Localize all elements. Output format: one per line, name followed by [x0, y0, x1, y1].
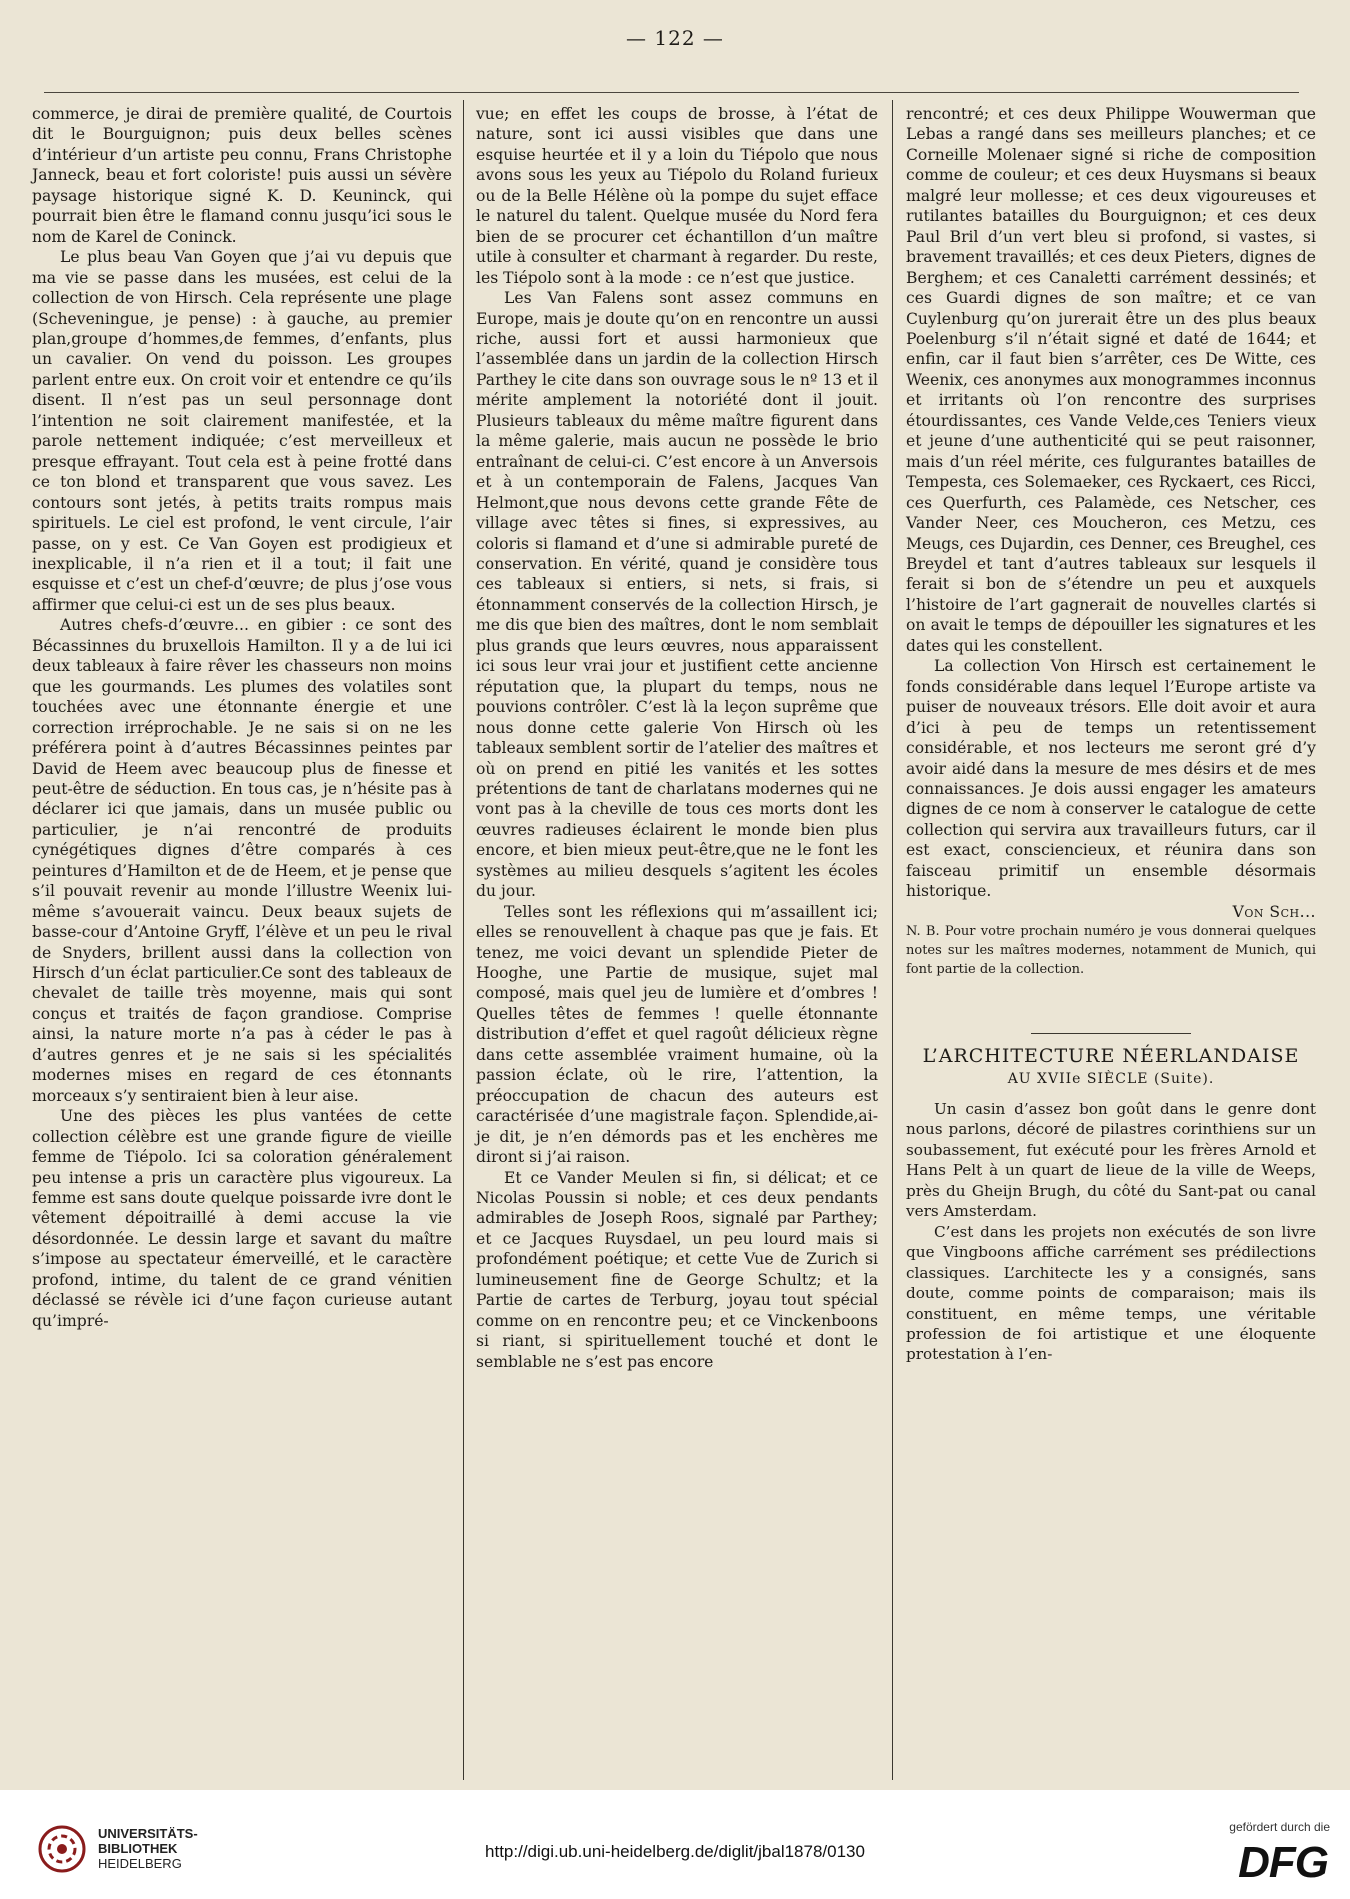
section-subtitle: AU XVIIe SIÈCLE (Suite).: [1007, 1070, 1215, 1087]
section-title: L’ARCHITECTURE NÉERLANDAISE: [922, 1045, 1300, 1068]
column-divider-1: [463, 100, 464, 1780]
footnote: N. B. Pour votre prochain numéro je vous donnerai quelques notes sur les maîtres modernes, notamment de Munich, qui font partie de la collection.: [906, 924, 1316, 978]
digitization-footer: [0, 1790, 1350, 1899]
library-name-line: HEIDELBERG: [98, 1856, 182, 1871]
paragraph: Autres chefs-d’œuvre... en gibier : ce sont des Bécassinnes du bruxellois Hamilton. Il y a de lui ici deux tableaux à faire rêver les chasseurs non moins que les gourmands. Les plumes des volatiles sont touchées avec une étonnante énergie et une correction irréprochable. Je ne sais si on ne les préférera point à d’autres Bécassinnes peintes par David de Heem avec beaucoup plus de finesse et peut-être de séduction. En tous cas, je n’hésite pas à déclarer ici que jamais, dans un musée public ou particulier, je n’ai rencontré de produits cynégétiques dignes d’être comparés à ces peintures d’Hamilton et de de Heem, et je pense que s’il pouvait revenir au monde l’illustre Weenix lui-même s’avouerait vaincu. Deux beaux sujets de basse-cour d’Antoine Gryff, l’élève et un peu le rival de Snyders, brillent aussi dans la collection von Hirsch d’un éclat particulier.Ce sont des tableaux de chevalet de taille très moyenne, mais qui sont conçus et traités de façon grandiose. Comprise ainsi, la nature morte n’a pas à céder le pas à d’autres genres et je ne sais si les spécialités modernes mises en regard de ces étonnants morceaux s’y sentiraient bien à leur aise.: [32, 616, 452, 1105]
header-rule: [44, 92, 1299, 93]
paragraph: rencontré; et ces deux Philippe Wouwerman que Lebas a rangé dans ses meilleurs planches; et ce Corneille Molenaer signé si riche de composition comme de couleur; et ces deux Huysmans si beaux malgré leur mollesse; et ces deux vigoureuses et rutilantes batailles du Bourguignon; et ces deux Paul Bril d’un vert bleu si profond, si vastes, si bravement travaillés; et ces deux Pieters, dignes de Berghem; et ces Canaletti carrément dessinés; et ces Guardi dignes de son maître; et ce van Cuylenburg qu’on jurerait être un des plus beaux Poelenburg s’il n’était signé et daté de 1644; et enfin, car il faut bien s’arrêter, ces De Witte, ces Weenix, ces anonymes aux monogrammes inconnus et irritants où l’on rencontre des surprises étourdissantes, ces Vande Velde,ces Teniers vieux et jeune d’une authenticité qui se peut raisonner, mais d’un réel mérite, ces fulgurantes batailles de Tempesta, ces Solemaeker, ces Ryckaert, ces Ricci, ces Querfurth, ces Palamède, ces Netscher, ces Vander Neer, ces Moucheron, ces Metzu, ces Meugs, ces Dujardin, ces Denner, ces Breughel, ces Breydel et tant d’autres tableaux sur lesquels il ferait si bon de s’étendre un peu et auxquels l’histoire de l’art gagnerait de nouvelles clartés si on avait le temps de dépouiller les signatures et les dates qui les constellent.: [906, 105, 1316, 655]
column-2: [476, 104, 878, 1372]
author-signature: Von Sch...: [1232, 902, 1316, 921]
paragraph: Et ce Vander Meulen si fin, si délicat; et ce Nicolas Poussin si noble; et ces deux pendants admirables de Joseph Roos, signalé par Parthey; et ce Jacques Ruysdael, un peu lourd mais si profondément poétique; et cette Vue de Zurich si lumineusement fine de George Schultz; et la Partie de cartes de Terburg, joyau tout spécial comme on en rencontre peu; et ce Vinckenboons si riant, si spirituellement touché et dont le semblable ne s’est pas encore: [476, 1168, 878, 1371]
paragraph: commerce, je dirai de première qualité, de Courtois dit le Bourguignon; puis deux belles scènes d’intérieur d’un artiste peu connu, Frans Christophe Janneck, beau et fort coloriste! puis aussi un sévère paysage historique signé K. D. Keuninck, qui pourrait bien être le flamand connu jusqu’ici sous le nom de Karel de Coninck.: [32, 105, 452, 246]
dfg-logo: DFG: [1238, 1838, 1328, 1887]
library-name-line: UNIVERSITÄTS-: [98, 1826, 198, 1841]
paragraph: Telles sont les réflexions qui m’assaillent ici; elles se renouvellent à chaque pas que je fais. Et tenez, me voici devant un splendide Pieter de Hooghe, une Partie de musique, sujet mal composé, mais quel jeu de lumière et d’ombres ! Quelles têtes de femmes ! quelle étonnante distribution d’effet et quel ragoût délicieux règne dans cette assemblée vraiment humaine, où la passion éclate, où le rire, l’attention, la préoccupation de chacun des auteurs est caractérisée d’une magistrale façon. Splendide,ai-je dit, je n’en démords pas et les enchères me diront si j’ai raison.: [476, 902, 878, 1167]
paragraph: Un casin d’assez bon goût dans le genre dont nous parlons, décoré de pilastres corinthiens sur un soubassement, fut exécuté pour les frères Arnold et Hans Pelt à un quart de lieue de la ville de Weeps, près du Gheijn Brugh, du côté du Sant-pat ou canal vers Amsterdam.: [906, 1100, 1316, 1221]
section-separator: [1031, 1033, 1191, 1034]
paragraph: Les Van Falens sont assez communs en Europe, mais je doute qu’on en rencontre un aussi riche, aussi fort et aussi harmonieux que l’assemblée dans un jardin de la collection Hirsch Parthey le cite dans son ouvrage sous le nº 13 et il mérite amplement la notoriété dont il jouit. Plusieurs tableaux du même maître figurent dans la même galerie, mais aucun ne possède le brio entraînant de celui-ci. C’est encore à un Anversois et à un contemporain de Falens, Jacques Van Helmont,que nous devons cette grande Fête de village avec têtes si fines, si expressives, au coloris si flamand et d’une si admirable pureté de conservation. En vérité, quand je considère tous ces tableaux si entiers, si nets, si frais, si étonnamment conservés de la collection Hirsch, je me dis que bien des maîtres, dont le nom semblait plus grands que leurs œuvres, nous apparaissent ici sous leur vrai jour et justifient cette ancienne réputation que, la plupart du temps, nous ne pouvions contrôler. C’est là la leçon suprême que nous donne cette galerie Von Hirsch où les tableaux semblent sortir de l’atelier des maîtres et où on prend en pitié les vanités et les sottes prétentions de tant de charlatans modernes qui ne vont pas à la cheville de tous ces morts dont les œuvres radieuses éclairent le monde bien plus encore, et bien mieux peut-être,que ne le font les systèmes au milieu desquels s’agitent les écoles du jour.: [476, 289, 879, 901]
page-number: — 122 —: [626, 26, 724, 50]
column-1: [32, 104, 452, 1331]
column-divider-2: [892, 100, 893, 1780]
funding-label: gefördert durch die: [1229, 1820, 1330, 1834]
paragraph: Une des pièces les plus vantées de cette collection célèbre est une grande figure de vieille femme de Tiépolo. Ici sa coloration généralement peu intense a pris un caractère plus vigoureux. La femme est sans doute quelque poissarde ivre dont le vêtement dépoitraillé à demi accuse la vie désordonnée. Le dessin large et savant du maître s’impose au spectateur émerveillé, et le caractère profond, intime, du talent de ce grand vénitien déclassé se révèle ici d’une façon curieuse autant qu’impré-: [32, 1107, 452, 1330]
paragraph: La collection Von Hirsch est certainement le fonds considérable dans lequel l’Europe artiste va puiser de nouveaux trésors. Elle doit avoir et aura d’ici à peu de temps un retentissement considérable, et nos lecteurs me seront gré d’y avoir aidé dans la mesure de mes désirs et de mes connaissances. Je dois aussi engager les amateurs dignes de ce nom à conserver le catalogue de cette collection qui servira aux travailleurs futurs, car il est exact, consciencieux, et réunira dans son faisceau primitif un ensemble désormais historique.: [906, 657, 1316, 901]
paragraph: vue; en effet les coups de brosse, à l’état de nature, sont ici aussi visibles que dans une esquise heurtée et il y a loin du Tiépolo que nous avons sous les yeux au Tiépolo du Roland furieux ou de la Belle Hélène où la pompe du sujet efface le naturel du talent. Quelque musée du Nord fera bien de se procurer cet échantillon d’un maître utile à consulter et charmant à regarder. Du reste, les Tiépolo sont à la mode : ce n’est que justice.: [476, 105, 878, 287]
architecture-section: [906, 1046, 1316, 1365]
column-3: [906, 104, 1316, 1365]
permalink-url[interactable]: http://digi.ub.uni-heidelberg.de/diglit/jbal1878/0130: [485, 1842, 865, 1861]
library-name-line: BIBLIOTHEK: [98, 1841, 178, 1856]
paragraph: C’est dans les projets non exécutés de son livre que Vingboons affiche carrément ses prédilections classiques. L’architecte les y a consignés, sans doute, comme points de comparaison; mais ils constituent, en même temps, une véritable profession de foi artistique et une éloquente protestation à l’en-: [906, 1222, 1316, 1364]
paragraph: Le plus beau Van Goyen que j’ai vu depuis que ma vie se passe dans les musées, est celui de la collection de von Hirsch. Cela représente une plage (Scheveningue, je pense) : à gauche, au premier plan,groupe d’hommes,de femmes, d’enfants, plus un cavalier. On vend du poisson. Les groupes parlent entre eux. On croit voir et entendre ce qu’ils disent. Il n’est pas un seul personnage dont l’intention ne soit clairement manifestée, et la parole nettement indiquée; c’est merveilleux et presque effrayant. Tout cela est à peine frotté dans ce ton blond et transparent que vous savez. Les contours sont jetés, à petits traits rompus mais spirituels. Le ciel est profond, le vent circule, l’air passe, on y est. Ce Van Goyen est prodigieux et inexplicable, il n’a rien et il a tout; il fait une esquisse et c’est un chef-d’œuvre; de plus j’ose vous affirmer que celui-ci est un de ses plus beaux.: [32, 248, 452, 614]
